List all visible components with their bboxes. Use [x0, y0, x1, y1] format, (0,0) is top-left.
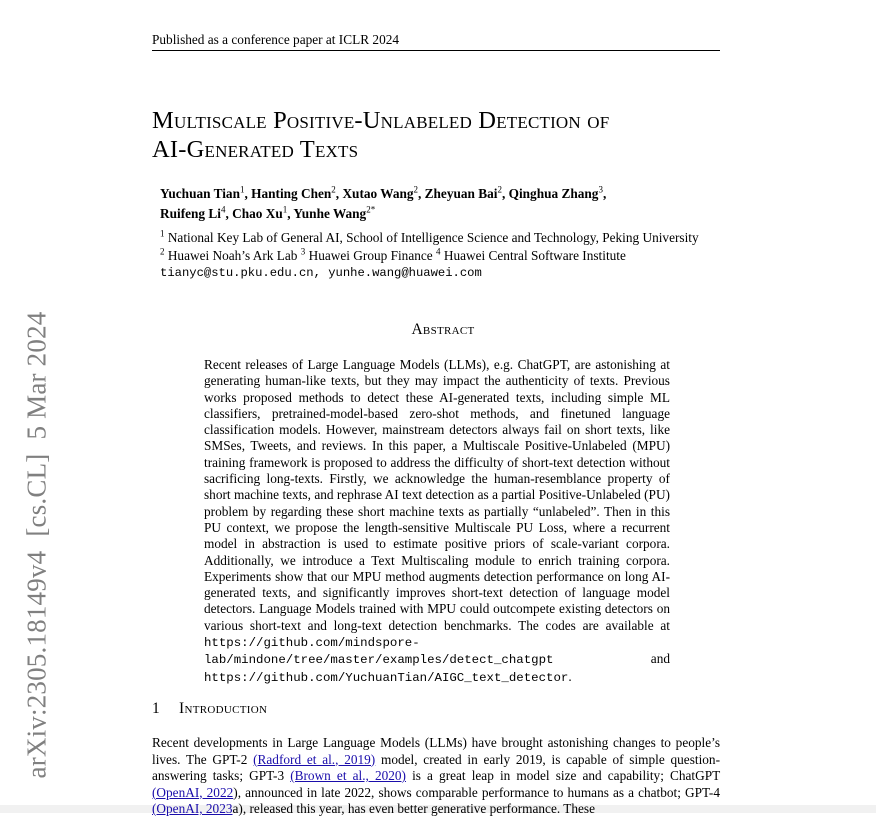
affiliation-line-1: $^1$ National Key Lab of General AI, School of Intelligence Science and Technology, Peking University [160, 228, 699, 245]
citation-link[interactable]: (OpenAI, 2023 [152, 801, 233, 816]
arxiv-id: arXiv:2305.18149v4 [21, 550, 52, 779]
author-emails[interactable]: tianyc@stu.pku.edu.cn, yunhe.wang@huawei.com [160, 266, 482, 280]
introduction-body: Recent developments in Large Language Models (LLMs) have brought astonishing changes to people’s lives. The GPT-2 (Radford et al., 2019) model, created in early 2019, is capable of simple question-answering tasks; GPT-3 (Brown et al., 2020) is a great leap in model size and capability; ChatGPT (OpenAI, 2022), announced in late 2022, shows comparable performance to humans as a chatbot; GPT-4 (OpenAI, 2023a), released this year, has even better generative performance. These [152, 735, 720, 816]
arxiv-category: [cs.CL] [21, 453, 52, 537]
citation-link[interactable]: (Brown et al., 2020) [290, 768, 406, 783]
abstract-heading: Abstract [411, 321, 475, 338]
citation-link[interactable]: (Radford et al., 2019) [253, 751, 376, 767]
code-link-1[interactable]: https://github.com/mindspore-lab/mindone/tree/master/examples/detect_chatgpt [204, 636, 554, 668]
abstract-and: and [650, 651, 670, 667]
section-heading-introduction [152, 700, 267, 718]
author: Qinghua Zhang$^3$ [508, 184, 603, 201]
affiliation-line-2: $^2$ Huawei Noah’s Ark Lab $^3$ Huawei Group Finance $^4$ Huawei Central Software Institute [160, 246, 626, 263]
abstract-text: Recent releases of Large Language Models (LLMs), e.g. ChatGPT, are astonishing at generating human-like texts, but they may impact the authenticity of texts. Previous works proposed methods to detect these AI-generated texts, including simple ML classifiers, pretrained-model-based zero-shot methods, and finetuned language classification models. However, mainstream detectors always fail on short texts, like SMSes, Tweets, and reviews. In this paper, a Multiscale Positive-Unlabeled (MPU) training framework is proposed to address the difficulty of short-text detection without sacrificing long-texts. Firstly, we acknowledge the human-resemblance property of short machine texts, and rephrase AI text detection as a partial Positive-Unlabeled (PU) problem by regarding these short machine texts as partially “unlabeled”. Then in this PU context, we propose the length-sensitive Multiscale PU Loss, where a recurrent model in abstraction is used to estimate positive priors of scale-variant corpora. Additionally, we introduce a Text Multiscaling module to enrich training corpora. Experiments show that our MPU method augments detection performance on long AI-generated texts, and significantly improves short-text detection of language model detectors. Language Models trained with MPU could outcompete existing detectors on various short-text and long-text detection benchmarks. The codes are available at [204, 357, 670, 633]
section-title: Introduction [179, 700, 268, 717]
arxiv-stamp [22, 312, 53, 779]
author: Chao Xu$^1$ [232, 204, 288, 221]
abstract-body: Recent releases of Large Language Models (LLMs), e.g. ChatGPT, are astonishing at generating human-like texts, but they may impact the authenticity of texts. Previous works proposed methods to detect these AI-generated texts, including simple ML classifiers, pretrained-model-based zero-shot methods, and finetuned language classification models. However, mainstream detectors always fail on short texts, like SMSes, Tweets, and reviews. In this paper, a Multiscale Positive-Unlabeled (MPU) training framework is proposed to address the difficulty of short-text detection without sacrificing long-texts. Firstly, we acknowledge the human-resemblance property of short machine texts, and rephrase AI text detection as a partial Positive-Unlabeled (PU) problem by regarding these short machine texts as partially “unlabeled”. Then in this PU context, we propose the length-sensitive Multiscale PU Loss, where a recurrent model in abstraction is used to estimate positive priors of scale-variant corpora. Additionally, we introduce a Text Multiscaling module to enrich training corpora. Experiments show that our MPU method augments detection performance on long AI-generated texts, and significantly improves short-text detection of language model detectors. Language Models trained with MPU could outcompete existing detectors on various short-text and long-text detection benchmarks. The codes are available at https://github.com/mindspore-lab/mindone/tree/master/examples/detect_chatgpt and https://github.com/YuchuanTian/AIGC_text_detector. [204, 357, 670, 685]
title-line-1: Multiscale Positive-Unlabeled Detection of [152, 107, 610, 134]
code-link-2[interactable]: https://github.com/YuchuanTian/AIGC_text_detector [204, 670, 569, 685]
author: Zheyuan Bai$^2$ [424, 184, 502, 201]
author: Yunhe Wang$^{2*}$ [293, 204, 376, 221]
citation-link[interactable]: (OpenAI, 2022 [152, 784, 234, 800]
arxiv-date: 5 Mar 2024 [21, 311, 52, 440]
title-line-2: AI-Generated Texts [152, 136, 359, 163]
author: Ruifeng Li$^4$ [160, 204, 226, 221]
author-list: Yuchuan Tian$^1$, Hanting Chen$^2$, Xutao Wang$^2$, Zheyuan Bai$^2$, Qinghua Zhang$^3$, Ruifeng Li$^4$, Chao Xu$^1$, Yunhe Wang$^{2*}$ [160, 184, 607, 221]
paper-title [152, 106, 752, 164]
author: Xutao Wang$^2$ [342, 184, 419, 201]
author: Yuchuan Tian$^1$ [160, 184, 245, 201]
section-number: 1 [152, 700, 161, 717]
running-head: Published as a conference paper at ICLR 2024 [152, 32, 720, 51]
author: Hanting Chen$^2$ [251, 184, 336, 201]
